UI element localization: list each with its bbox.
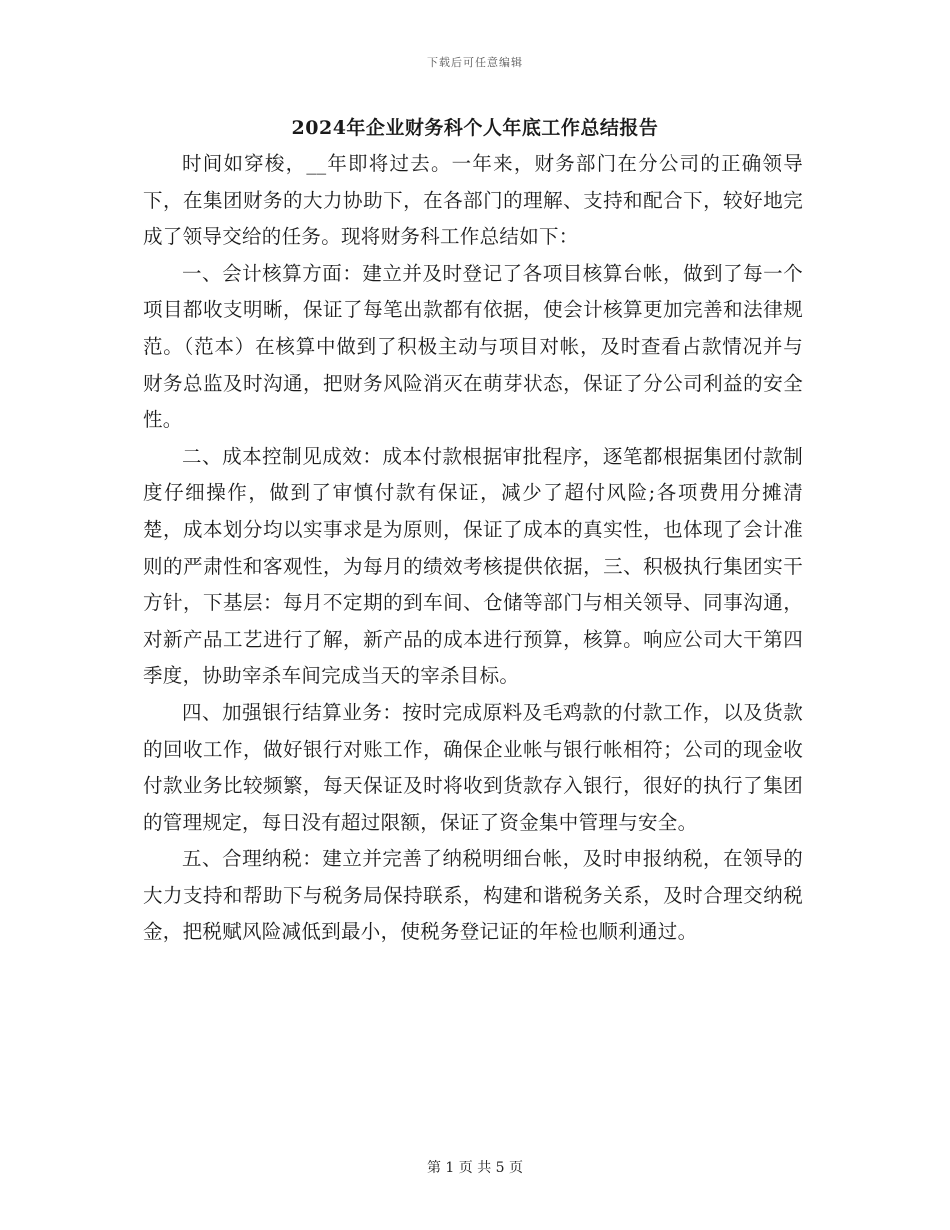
document-title: 2024年企业财务科个人年底工作总结报告 xyxy=(291,117,659,139)
page-number: 第 1 页 共 5 页 xyxy=(426,1160,524,1176)
paragraph-accounting: 一、会计核算方面：建立并及时登记了各项目核算台帐，做到了每一个项目都收支明晰，保证了每笔出款都有依据，使会计核算更加完善和法律规范。（范本）在核算中做到了积极主动与项目对帐，及时查看占款情况并与财务总监及时沟通，把财务风险消灭在萌芽状态，保证了分公司利益的安全性。 xyxy=(143,261,803,432)
paragraph-bank-settlement: 四、加强银行结算业务：按时完成原料及毛鸡款的付款工作，以及货款的回收工作，做好银行对账工作，确保企业帐与银行帐相符；公司的现金收付款业务比较频繁，每天保证及时将收到货款存入银行，很好的执行了集团的管理规定，每日没有超过限额，保证了资金集中管理与安全。 xyxy=(143,700,803,834)
document-body xyxy=(143,146,803,951)
paragraph-tax: 五、合理纳税：建立并完善了纳税明细台帐，及时申报纳税，在领导的大力支持和帮助下与税务局保持联系，构建和谐税务关系，及时合理交纳税金，把税赋风险减低到最小，使税务登记证的年检也顺利通过。 xyxy=(143,847,803,944)
paragraph-intro: 时间如穿梭，__年即将过去。一年来，财务部门在分公司的正确领导下，在集团财务的大力协助下，在各部门的理解、支持和配合下，较好地完成了领导交给的任务。现将财务科工作总结如下： xyxy=(143,152,803,249)
paragraph-cost-control: 二、成本控制见成效：成本付款根据审批程序，逐笔都根据集团付款制度仔细操作，做到了审慎付款有保证，减少了超付风险;各项费用分摊清楚，成本划分均以实事求是为原则，保证了成本的真实性，也体现了会计准则的严肃性和客观性，为每月的绩效考核提供依据，三、积极执行集团实干方针，下基层：每月不定期的到车间、仓储等部门与相关领导、同事沟通，对新产品工艺进行了解，新产品的成本进行预算，核算。响应公司大干第四季度，协助宰杀车间完成当天的宰杀目标。 xyxy=(143,444,803,688)
header-note: 下载后可任意编辑 xyxy=(427,56,523,69)
